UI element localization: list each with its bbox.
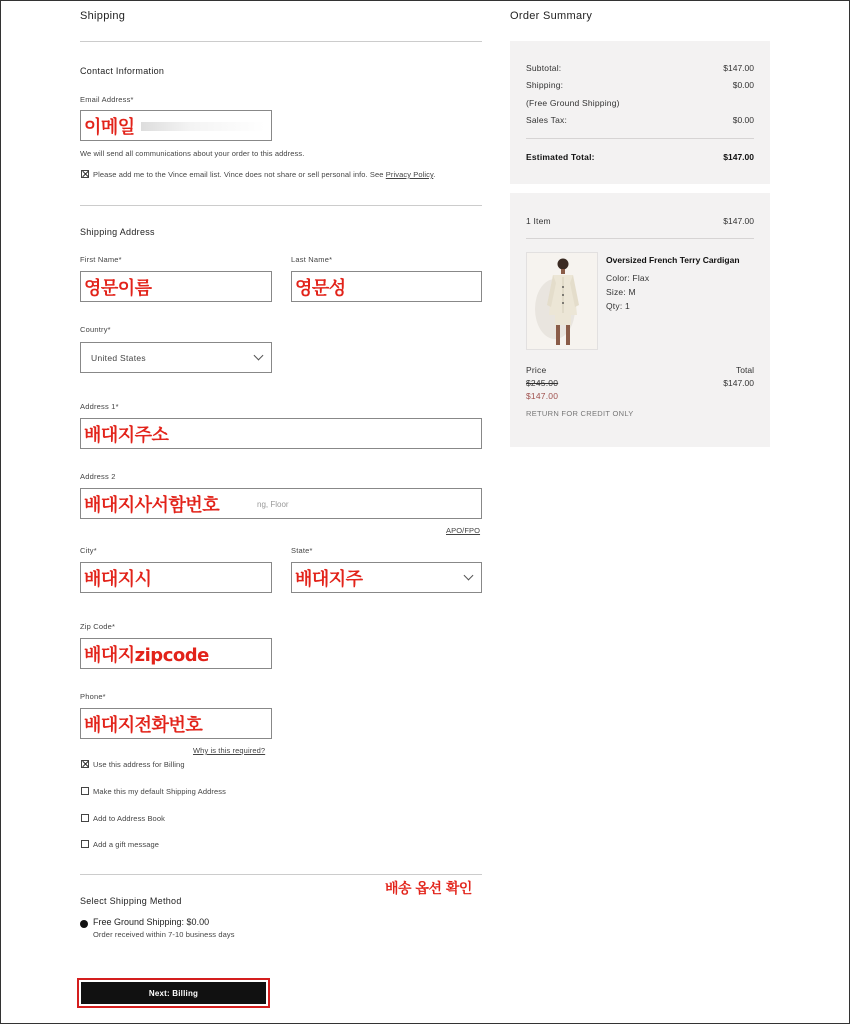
next-billing-label: Next: Billing bbox=[81, 982, 266, 1004]
address2-field[interactable] bbox=[80, 488, 482, 519]
address-book-checkbox[interactable] bbox=[81, 814, 89, 822]
billing-same-checkbox[interactable] bbox=[81, 760, 89, 768]
default-address-checkbox[interactable] bbox=[81, 787, 89, 795]
divider bbox=[80, 205, 482, 206]
email-note: We will send all communications about your order to this address. bbox=[80, 149, 305, 158]
shipping-note: (Free Ground Shipping) bbox=[526, 98, 620, 108]
email-blurred-value bbox=[141, 122, 265, 131]
item-count-value: $147.00 bbox=[723, 216, 754, 226]
shipping-method-title: Select Shipping Method bbox=[80, 896, 182, 906]
address2-label: Address 2 bbox=[80, 472, 116, 481]
privacy-policy-link[interactable]: Privacy Policy bbox=[385, 170, 434, 179]
shipping-option-annotation: 배송 옵션 확인 bbox=[385, 881, 472, 897]
phone-field[interactable] bbox=[80, 708, 272, 739]
email-annotation: 이메일 bbox=[84, 117, 135, 138]
country-value: United States bbox=[91, 353, 146, 363]
contact-title: Contact Information bbox=[80, 66, 165, 76]
tax-value: $0.00 bbox=[732, 115, 754, 125]
total-label: Total bbox=[736, 365, 754, 375]
item-name[interactable]: Oversized French Terry Cardigan bbox=[606, 255, 740, 265]
chevron-down-icon bbox=[464, 571, 474, 581]
shipping-option-label: Free Ground Shipping: $0.00 bbox=[93, 917, 210, 927]
subtotal-value: $147.00 bbox=[723, 63, 754, 73]
subtotal-label: Subtotal: bbox=[526, 63, 562, 73]
state-select[interactable] bbox=[291, 562, 482, 593]
zip-field[interactable] bbox=[80, 638, 272, 669]
address-book-label: Add to Address Book bbox=[93, 814, 165, 823]
phone-label: Phone* bbox=[80, 692, 106, 701]
email-label: Email Address* bbox=[80, 95, 134, 104]
email-optin-checkbox[interactable] bbox=[81, 170, 89, 178]
item-size: Size: M bbox=[606, 287, 636, 297]
product-image[interactable] bbox=[526, 252, 598, 350]
last-name-annotation: 영문성 bbox=[295, 278, 346, 299]
first-name-annotation: 영문이름 bbox=[84, 278, 152, 299]
shipping-label: Shipping: bbox=[526, 80, 564, 90]
divider bbox=[80, 41, 482, 42]
line-total: $147.00 bbox=[723, 378, 754, 388]
billing-same-label: Use this address for Billing bbox=[93, 760, 185, 769]
item-count-label: 1 Item bbox=[526, 216, 551, 226]
email-field[interactable] bbox=[80, 110, 272, 141]
divider bbox=[526, 238, 754, 239]
apo-fpo-link[interactable]: APO/FPO bbox=[446, 526, 481, 535]
state-label: State* bbox=[291, 546, 313, 555]
return-note: RETURN FOR CREDIT ONLY bbox=[526, 409, 634, 418]
price-label: Price bbox=[526, 365, 547, 375]
gift-message-label: Add a gift message bbox=[93, 840, 160, 849]
why-required-link[interactable]: Why is this required? bbox=[193, 746, 266, 755]
last-name-label: Last Name* bbox=[291, 255, 333, 264]
shipping-title: Shipping bbox=[80, 10, 126, 22]
shipping-value: $0.00 bbox=[732, 80, 754, 90]
first-name-label: First Name* bbox=[80, 255, 122, 264]
last-name-field[interactable] bbox=[291, 271, 482, 302]
address1-annotation: 배대지주소 bbox=[84, 425, 169, 446]
address1-label: Address 1* bbox=[80, 402, 119, 411]
city-field[interactable] bbox=[80, 562, 272, 593]
next-billing-button[interactable] bbox=[77, 978, 270, 1008]
address2-annotation: 배대지사서함번호 bbox=[84, 495, 220, 516]
shipping-address-title: Shipping Address bbox=[80, 227, 155, 237]
city-label: City* bbox=[80, 546, 97, 555]
order-summary-title: Order Summary bbox=[510, 10, 593, 22]
shipping-method-radio[interactable] bbox=[80, 920, 88, 928]
gift-message-checkbox[interactable] bbox=[81, 840, 89, 848]
zip-annotation: 배대지zipcode bbox=[84, 645, 209, 666]
tax-label: Sales Tax: bbox=[526, 115, 568, 125]
city-annotation: 배대지시 bbox=[84, 569, 152, 590]
shipping-option-note: Order received within 7-10 business days bbox=[93, 930, 235, 939]
country-select[interactable] bbox=[80, 342, 272, 373]
original-price: $245.00 bbox=[526, 378, 559, 388]
estimated-total-value: $147.00 bbox=[723, 152, 754, 162]
chevron-down-icon bbox=[254, 351, 264, 361]
zip-label: Zip Code* bbox=[80, 622, 116, 631]
divider bbox=[526, 138, 754, 139]
sale-price: $147.00 bbox=[526, 391, 559, 401]
state-annotation: 배대지주 bbox=[295, 569, 363, 590]
address1-field[interactable] bbox=[80, 418, 482, 449]
first-name-field[interactable] bbox=[80, 271, 272, 302]
country-label: Country* bbox=[80, 325, 111, 334]
divider bbox=[80, 874, 482, 875]
item-qty: Qty: 1 bbox=[606, 301, 630, 311]
item-color: Color: Flax bbox=[606, 273, 650, 283]
email-optin-label: Please add me to the Vince email list. Vince does not share or sell personal info. See Privacy Policy. bbox=[93, 170, 436, 179]
address2-placeholder: ng, Floor bbox=[257, 500, 289, 509]
phone-annotation: 배대지전화번호 bbox=[84, 715, 203, 736]
estimated-total-label: Estimated Total: bbox=[526, 152, 595, 162]
default-address-label: Make this my default Shipping Address bbox=[93, 787, 226, 796]
